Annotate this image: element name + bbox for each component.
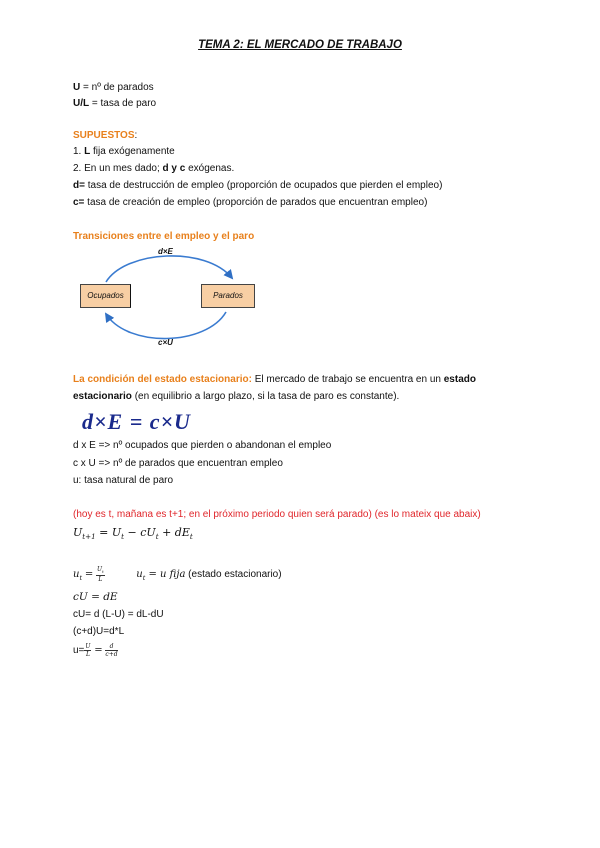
step-3-lhs: u= <box>73 645 85 657</box>
u-fija-rhs: = u fija <box>145 569 186 581</box>
box-parados: Parados <box>201 284 255 308</box>
arrow-top <box>106 256 232 282</box>
supuesto-2 <box>73 162 234 175</box>
eq-rest-2: − cU <box>124 526 156 539</box>
supuesto-1 <box>73 145 175 158</box>
page-title: TEMA 2: EL MERCADO DE TRABAJO <box>198 39 402 51</box>
u-fija-sub: t <box>142 574 146 583</box>
def-ul-text: = tasa de paro <box>89 98 157 109</box>
supuesto-2-prefix: 2. En un mes dado; <box>73 163 163 174</box>
step-3-num-1: U <box>85 643 91 650</box>
steady-state-equation: d×E = c×U <box>82 409 191 434</box>
u-def-sub: t <box>79 574 83 583</box>
red-note: (hoy es t, mañana es t+1; en el próximo periodo quien será parado) (es lo mateix que abaix) <box>73 509 481 520</box>
estado-line-cxU: c x U => nº de parados que encuentran empleo <box>73 458 283 469</box>
supuestos-heading-text: SUPUESTOS <box>73 130 135 141</box>
u-fija-lhs: u <box>136 569 143 581</box>
step-3-equals: = <box>94 645 103 657</box>
u-def-num-letter: U <box>97 566 103 573</box>
def-d-key: d= <box>73 180 85 191</box>
u-def-num-sub: t <box>102 569 104 575</box>
def-c-key: c= <box>73 197 85 208</box>
u-def-lhs: u <box>73 569 80 581</box>
def-u-text: = nº de parados <box>80 82 154 93</box>
step-3-den-1: L <box>85 651 90 658</box>
u-def-equals: = <box>84 569 94 581</box>
step-3 <box>73 643 118 658</box>
estado-line-u: u: tasa natural de paro <box>73 475 174 486</box>
def-ul <box>73 97 156 110</box>
supuesto-1-key: L <box>84 146 91 157</box>
u-fija-note: (estado estacionario) <box>185 569 282 581</box>
u-def-fraction <box>96 566 105 583</box>
supuesto-2-key: d y c <box>162 163 186 174</box>
def-c <box>73 196 427 209</box>
estado-line-2 <box>73 390 399 403</box>
box-ocupados: Ocupados <box>80 284 131 308</box>
supuesto-1-text: fija exógenamente <box>90 146 175 157</box>
step-3-frac-2 <box>105 643 117 658</box>
supuesto-1-prefix: 1. <box>73 146 85 157</box>
eq-U: U <box>73 526 83 539</box>
u-def-den: L <box>98 576 103 584</box>
def-d <box>73 179 442 192</box>
estado-bold-1: estado <box>443 374 476 385</box>
estado-line-1 <box>73 373 476 386</box>
u-definition-line <box>73 566 282 585</box>
step-1: cU= d (L-U) = dL-dU <box>73 609 164 620</box>
estado-text-1: El mercado de trabajo se encuentra en un <box>251 374 444 385</box>
estado-text-2: (en equilibrio a largo plazo, si la tasa de paro es constante). <box>131 391 400 402</box>
eq-sub-2: t <box>121 532 125 542</box>
transiciones-heading: Transiciones entre el empleo y el paro <box>73 231 255 242</box>
eq-sub-4: t <box>189 532 193 542</box>
dynamics-equation <box>73 526 193 543</box>
u-def-num <box>96 566 105 576</box>
step-3-frac-1 <box>84 643 91 658</box>
def-u <box>73 81 154 94</box>
step-3-den-2: c+d <box>105 651 118 658</box>
supuestos-colon: : <box>134 130 138 141</box>
eq-rest-1: = U <box>95 526 122 539</box>
estado-bold-2: estacionario <box>73 391 132 402</box>
step-3-num-2: d <box>105 643 117 651</box>
def-d-text: tasa de destrucción de empleo (proporción de ocupados que pierden el empleo) <box>84 180 443 191</box>
label-dxE: d×E <box>158 247 173 256</box>
eq-sub-1: t+1 <box>82 532 96 542</box>
eq-rest-3: + dE <box>158 526 190 539</box>
def-u-key: U <box>73 82 81 93</box>
label-cxU: c×U <box>158 338 173 347</box>
arrow-bottom <box>106 312 226 339</box>
supuesto-2-text: exógenas. <box>185 163 235 174</box>
estado-heading: La condición del estado estacionario: <box>73 374 252 385</box>
def-ul-key: U/L <box>73 98 90 109</box>
estado-line-dxE: d x E => nº ocupados que pierden o abandonan el empleo <box>73 440 332 451</box>
def-c-text: tasa de creación de empleo (proporción de parados que encuentran empleo) <box>84 197 428 208</box>
supuestos-heading <box>73 129 137 142</box>
step-2: (c+d)U=d*L <box>73 626 125 637</box>
eq-sub-3: t <box>155 532 159 542</box>
cu-de-line: cU = dE <box>73 591 118 603</box>
